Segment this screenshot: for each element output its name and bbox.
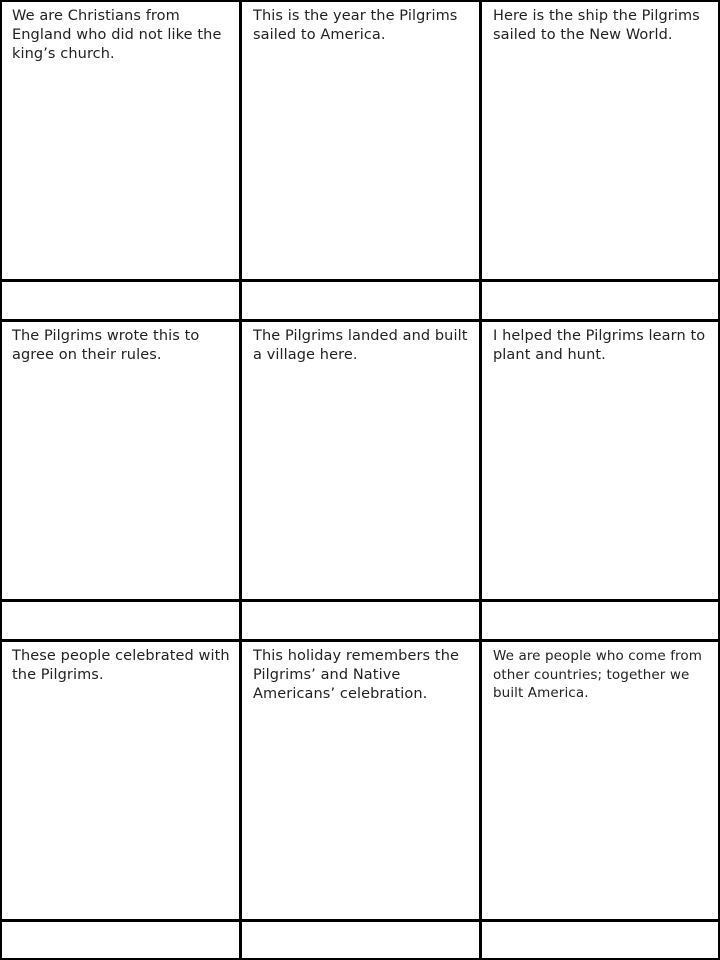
card-3-answer-box[interactable] bbox=[483, 282, 718, 318]
card-7-answer-box[interactable] bbox=[2, 922, 240, 958]
card-8-answer-box[interactable] bbox=[243, 922, 480, 958]
grid-divider-vertical-1 bbox=[239, 0, 242, 960]
card-4-answer-box[interactable] bbox=[2, 602, 240, 638]
card-5-prompt: The Pilgrims landed and built a village here. bbox=[253, 328, 468, 363]
grid-divider-horizontal bbox=[0, 639, 720, 642]
grid-divider-horizontal bbox=[0, 279, 720, 282]
grid-divider-horizontal bbox=[0, 919, 720, 922]
grid-divider-vertical-2 bbox=[479, 0, 482, 960]
card-1-prompt: We are Christians from England who did not like the king’s church. bbox=[12, 8, 222, 62]
card-2-answer-box[interactable] bbox=[243, 282, 480, 318]
card-9-prompt: We are people who come from other countries; together we built America. bbox=[493, 648, 703, 701]
grid-divider-horizontal bbox=[0, 319, 720, 322]
card-8-prompt: This holiday remembers the Pilgrims’ and Native Americans’ celebration. bbox=[253, 648, 460, 702]
card-5-answer-box[interactable] bbox=[243, 602, 480, 638]
grid-divider-horizontal bbox=[0, 599, 720, 602]
card-3-prompt: Here is the ship the Pilgrims sailed to the New World. bbox=[493, 8, 700, 43]
grid-border-top bbox=[0, 0, 720, 2]
grid-border-left bbox=[0, 0, 2, 960]
card-6-answer-box[interactable] bbox=[483, 602, 718, 638]
card-6-prompt: I helped the Pilgrims learn to plant and hunt. bbox=[493, 328, 706, 363]
card-2-prompt: This is the year the Pilgrims sailed to America. bbox=[253, 8, 458, 43]
card-4-prompt: The Pilgrims wrote this to agree on their rules. bbox=[12, 328, 200, 363]
card-9-answer-box[interactable] bbox=[483, 922, 718, 958]
card-7-prompt: These people celebrated with the Pilgrims. bbox=[12, 648, 230, 683]
card-1-answer-box[interactable] bbox=[2, 282, 240, 318]
